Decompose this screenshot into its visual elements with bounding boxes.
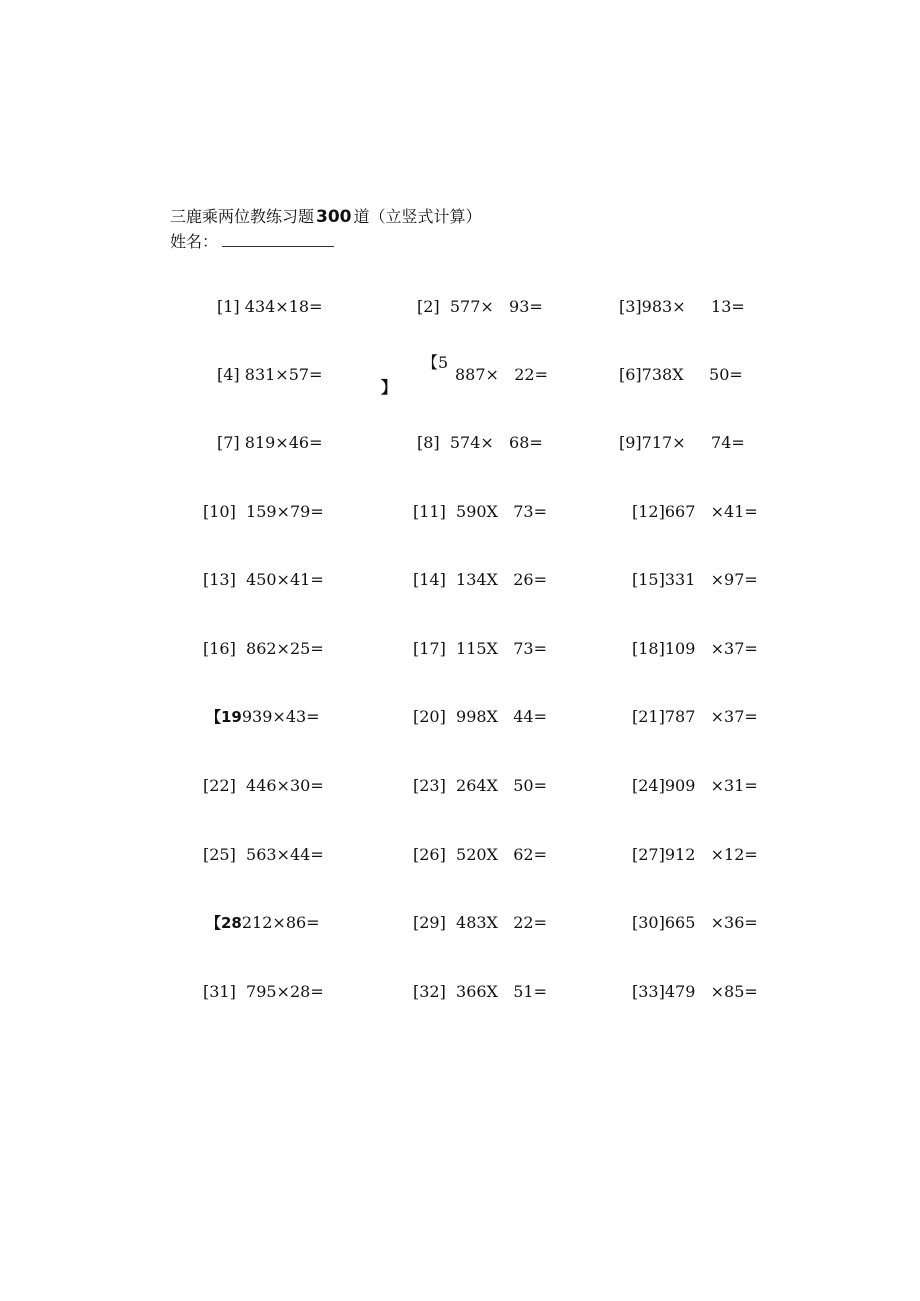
problem-item	[632, 845, 758, 865]
problem-label: [32]	[413, 982, 446, 1001]
title-text-after: 道（立竖式计算）	[353, 207, 482, 226]
problem-label: [26]	[413, 845, 446, 864]
problem-item	[413, 982, 547, 1002]
problem-label: [31]	[203, 982, 236, 1001]
problem-item	[206, 707, 320, 727]
problem-label-broken	[422, 353, 448, 373]
problem-expression: 450×41=	[246, 570, 324, 589]
problem-item	[632, 982, 758, 1002]
problem-expression: 109 ×37=	[664, 639, 758, 658]
name-blank-field[interactable]	[222, 232, 334, 247]
problem-label: [24]	[632, 776, 665, 795]
problem-label: [33]	[632, 982, 665, 1001]
problem-label: [18]	[632, 639, 665, 658]
problem-expression: 819×46=	[244, 433, 323, 452]
problem-item	[413, 570, 547, 590]
problem-item	[203, 502, 324, 522]
problem-label: 【28	[206, 914, 242, 932]
problem-item	[413, 913, 547, 933]
problem-item	[203, 845, 324, 865]
problem-item	[619, 433, 745, 453]
problem-item	[619, 297, 745, 317]
problem-label: [22]	[203, 776, 236, 795]
problem-item	[413, 776, 547, 796]
problem-label: [2]	[417, 297, 440, 316]
problem-expression: 366X 51=	[456, 982, 547, 1001]
problem-label: [4]	[217, 365, 240, 384]
problem-label: [8]	[417, 433, 440, 452]
problem-item	[632, 776, 758, 796]
problem-label: [29]	[413, 913, 446, 932]
problem-label: [27]	[632, 845, 665, 864]
problem-expression: 998X 44=	[456, 707, 547, 726]
problem-expression: 887× 22=	[455, 365, 548, 384]
problem-expression: 434×18=	[244, 297, 323, 316]
problem-label: [16]	[203, 639, 236, 658]
problem-label: [15]	[632, 570, 665, 589]
problem-item	[203, 982, 324, 1002]
problem-item	[619, 365, 743, 385]
problem-label: [21]	[632, 707, 665, 726]
problem-item	[217, 365, 322, 385]
problem-expression: 983× 13=	[641, 297, 745, 316]
student-name-line	[170, 229, 334, 252]
problem-item	[413, 707, 547, 727]
problem-expression: 479 ×85=	[664, 982, 758, 1001]
problem-expression: 264X 50=	[456, 776, 547, 795]
problem-expression: 738X 50=	[641, 365, 743, 384]
problem-expression: 134X 26=	[456, 570, 547, 589]
problem-label: [7]	[217, 433, 240, 452]
problem-expression: 331 ×97=	[664, 570, 758, 589]
problem-label: [25]	[203, 845, 236, 864]
problem-label: [10]	[203, 502, 236, 521]
worksheet-title	[170, 204, 482, 227]
problem-expression: 520X 62=	[456, 845, 547, 864]
problem-label: [20]	[413, 707, 446, 726]
title-text-before: 三鹿乘两位教练习题	[170, 207, 315, 226]
problem-item	[203, 776, 324, 796]
problem-expression: 831×57=	[244, 365, 323, 384]
problem-expression: 577× 93=	[449, 297, 543, 316]
problem-label: [11]	[413, 502, 446, 521]
problem-label: [3]	[619, 297, 642, 316]
problem-expression: 912 ×12=	[664, 845, 758, 864]
problem-item	[632, 570, 758, 590]
problem-item	[413, 502, 547, 522]
problem-item	[632, 913, 758, 933]
problem-label: [9]	[619, 433, 642, 452]
title-count: 300	[316, 207, 352, 227]
problem-expression: 717× 74=	[641, 433, 745, 452]
problem-item	[632, 639, 758, 659]
problem-item	[203, 570, 324, 590]
problem-label: 【5	[422, 353, 449, 372]
problem-label: [13]	[203, 570, 236, 589]
problem-item	[417, 433, 543, 453]
problem-item	[206, 913, 320, 933]
problem-expression: 159×79=	[246, 502, 324, 521]
problem-label: [17]	[413, 639, 446, 658]
problem-expression: 862×25=	[246, 639, 324, 658]
problem-expression: 115X 73=	[456, 639, 547, 658]
name-label: 姓名：	[170, 232, 219, 251]
problem-label: [23]	[413, 776, 446, 795]
problem-item	[413, 639, 547, 659]
problem-expression: 574× 68=	[449, 433, 543, 452]
problem-label: [1]	[217, 297, 240, 316]
problem-item	[413, 845, 547, 865]
problem-item	[417, 297, 543, 317]
problem-item	[632, 707, 758, 727]
problem-expression: 483X 22=	[456, 913, 547, 932]
problem-label: 【19	[206, 708, 242, 726]
problem-expression: 563×44=	[246, 845, 324, 864]
problem-item	[455, 365, 548, 385]
problem-expression: 787 ×37=	[664, 707, 758, 726]
problem-expression: 446×30=	[246, 776, 324, 795]
problem-expression: 667 ×41=	[664, 502, 758, 521]
problem-expression: 795×28=	[246, 982, 324, 1001]
problem-expression: 212×86=	[241, 913, 320, 932]
problem-item	[203, 639, 324, 659]
stray-bracket: 】	[381, 378, 398, 397]
problem-label: [30]	[632, 913, 665, 932]
problem-label: [14]	[413, 570, 446, 589]
problem-expression: 590X 73=	[456, 502, 547, 521]
problem-expression: 939×43=	[241, 707, 320, 726]
problem-item	[632, 502, 758, 522]
problem-item	[217, 433, 322, 453]
problem-expression: 665 ×36=	[664, 913, 758, 932]
problem-item	[217, 297, 322, 317]
problem-label: [12]	[632, 502, 665, 521]
problem-label: [6]	[619, 365, 642, 384]
problem-expression: 909 ×31=	[664, 776, 758, 795]
